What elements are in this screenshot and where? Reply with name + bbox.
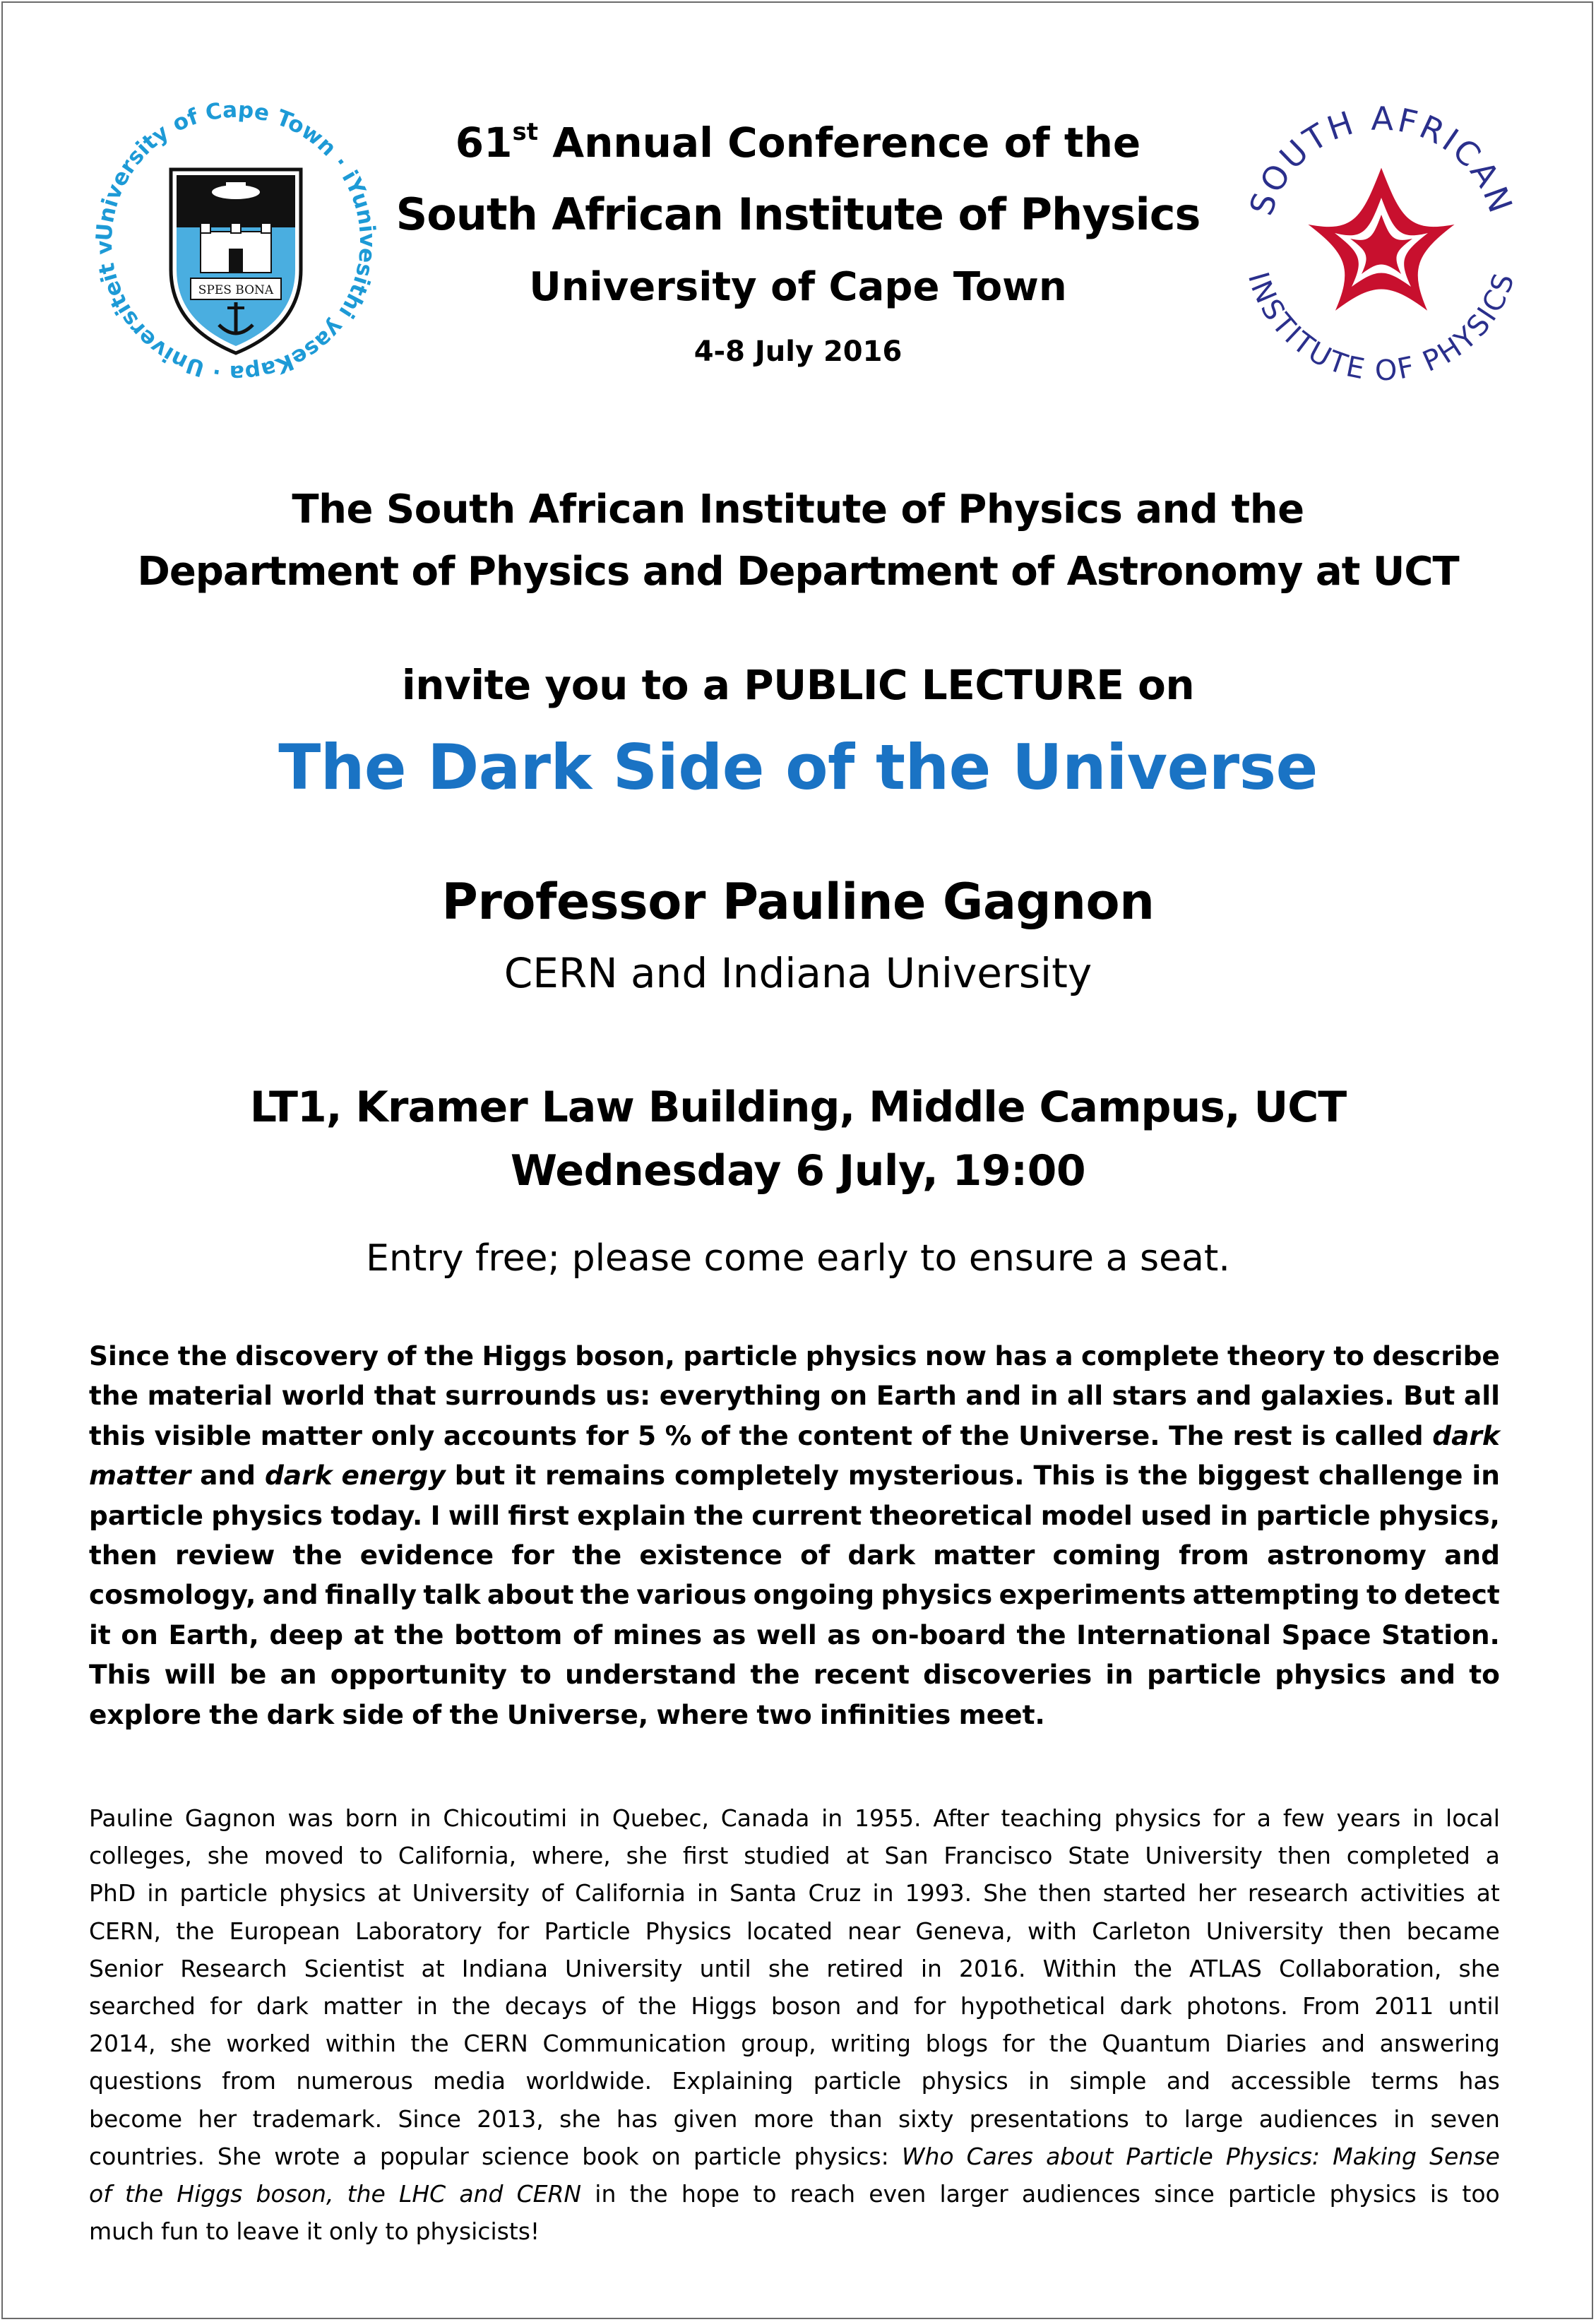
lecture-venue: LT1, Kramer Law Building, Middle Campus, UCT xyxy=(249,1083,1347,1132)
bio-line: much fun to leave it only to physicists! xyxy=(89,2217,540,2246)
abstract-line: the material world that surrounds us: everything on Earth and in all stars and galaxies. But all xyxy=(89,1380,1500,1412)
bio-line: become her trademark. Since 2013, she has given more than sixty presentations to large audiences in seven xyxy=(89,2104,1500,2133)
university-name: University of Cape Town xyxy=(529,264,1067,310)
lecture-datetime: Wednesday 6 July, 19:00 xyxy=(510,1146,1086,1196)
conference-dates: 4-8 July 2016 xyxy=(693,335,903,368)
abstract-line: then review the evidence for the existence of dark matter coming from astronomy and xyxy=(89,1539,1500,1571)
saip-arc-top: SOUTH AFRICAN xyxy=(1241,99,1521,220)
bio-line: of the Higgs boson, the LHC and CERN in the hope to reach even larger audiences since particle physics is too xyxy=(89,2179,1500,2208)
hosts-line-1: The South African Institute of Physics and the xyxy=(292,487,1304,532)
hosts-line-2: Department of Physics and Department of Astronomy at UCT xyxy=(137,549,1459,595)
abstract-line: This will be an opportunity to understand the recent discoveries in particle physics and to xyxy=(89,1659,1500,1691)
bio-line: colleges, she moved to California, where, she first studied at San Francisco State University then completed a xyxy=(89,1842,1500,1870)
abstract-line: particle physics today. I will first explain the current theoretical model used in particle physics, xyxy=(89,1499,1500,1531)
bio-line: PhD in particle physics at University of California in Santa Cruz in 1993. She then started her research activities at xyxy=(89,1879,1500,1907)
bio-line: CERN, the European Laboratory for Particle Physics located near Geneva, with Carleton University then became xyxy=(89,1917,1500,1945)
bio-line: Senior Research Scientist at Indiana University until she retired in 2016. Within the ATLAS Collaboration, she xyxy=(89,1954,1500,1982)
bio-line: Pauline Gagnon was born in Chicoutimi in Quebec, Canada in 1955. After teaching physics for a few years in local xyxy=(89,1804,1500,1832)
institute-name: South African Institute of Physics xyxy=(395,189,1201,240)
speaker-name: Professor Pauline Gagnon xyxy=(441,873,1155,931)
bio-line: searched for dark matter in the decays of the Higgs boson and for hypothetical dark photons. From 2011 until xyxy=(89,1991,1500,2020)
conference-title xyxy=(0,117,1596,168)
conference-ordinal: st xyxy=(512,118,538,146)
lecture-abstract xyxy=(89,1336,1500,1734)
conference-number: 61 xyxy=(455,119,513,167)
bio-line: countries. She wrote a popular science book on particle physics: Who Cares about Particle Physics: Making Sense xyxy=(89,2142,1500,2170)
uct-ring-text: University of Cape Town · iYunivesithi yaseKapa · Universiteit v xyxy=(91,97,381,386)
abstract-line: it on Earth, deep at the bottom of mines as well as on-board the International Space Station. xyxy=(89,1619,1500,1650)
entry-note: Entry free; please come early to ensure a seat. xyxy=(366,1237,1230,1280)
abstract-line: explore the dark side of the Universe, where two infinities meet. xyxy=(89,1698,1045,1730)
speaker-bio xyxy=(89,1799,1500,2250)
speaker-affiliation: CERN and Indiana University xyxy=(504,949,1092,997)
bio-line: questions from numerous media worldwide. Explaining particle physics in simple and accessible terms has xyxy=(89,2067,1500,2095)
abstract-line: cosmology, and finally talk about the various ongoing physics experiments attempting to detect xyxy=(89,1579,1500,1611)
saip-arc-bottom: INSTITUTE OF PHYSICS xyxy=(1241,268,1522,388)
uct-motto: SPES BONA xyxy=(198,283,274,297)
lecture-title: The Dark Side of the Universe xyxy=(278,731,1318,804)
abstract-line: this visible matter only accounts for 5 % of the content of the Universe. The rest is called dark xyxy=(89,1419,1500,1451)
abstract-line: matter and dark energy but it remains completely mysterious. This is the biggest challenge in xyxy=(89,1460,1500,1492)
abstract-line: Since the discovery of the Higgs boson, particle physics now has a complete theory to describe xyxy=(89,1340,1500,1371)
invite-line: invite you to a PUBLIC LECTURE on xyxy=(401,661,1195,709)
conference-suffix: Annual Conference of the xyxy=(538,119,1141,167)
bio-line: 2014, she worked within the CERN Communication group, writing blogs for the Quantum Diaries and answering xyxy=(89,2030,1500,2058)
